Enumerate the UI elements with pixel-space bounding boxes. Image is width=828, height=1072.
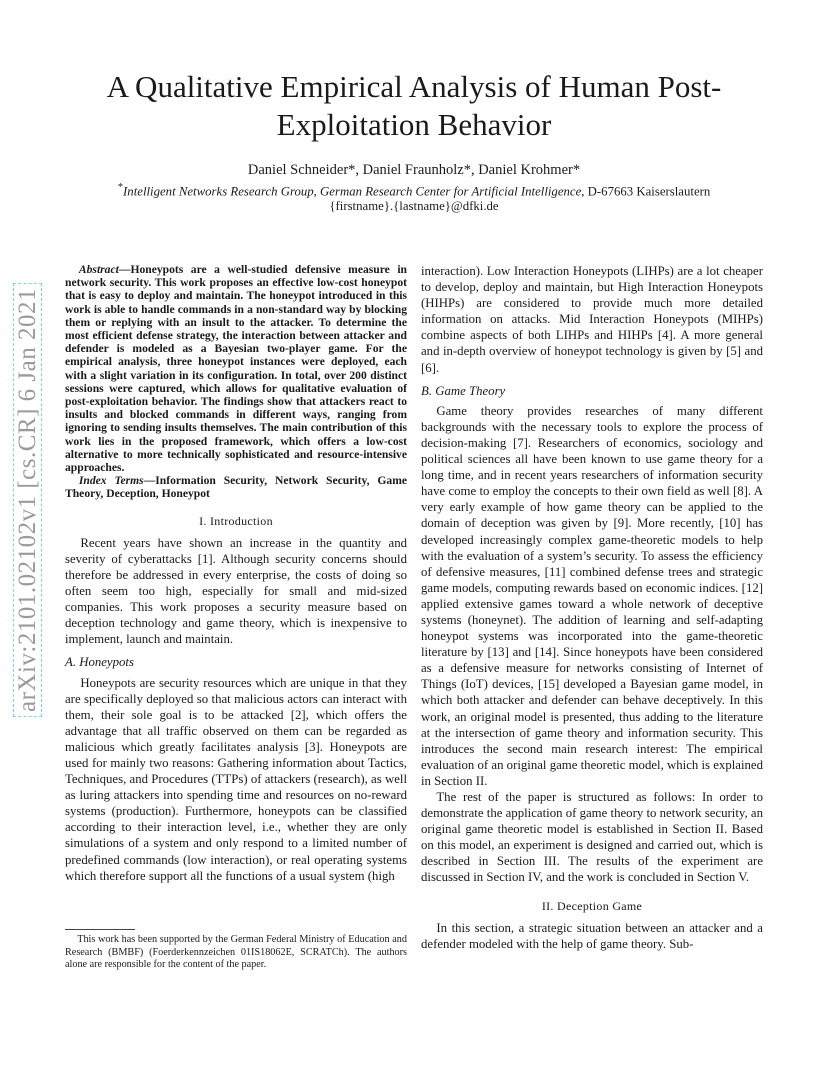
structure-paragraph: The rest of the paper is structured as follows: In order to demonstrate the application of game theory to network security, an original game theoretic model is established in Section II. Based on this model, an experiment is designed and carried out, which is described in Section III. The results of the experiment are discussed in Section IV, and the work is concluded in Section V. xyxy=(421,790,763,885)
author-list: Daniel Schneider*, Daniel Fraunholz*, Daniel Krohmer* xyxy=(247,162,581,178)
index-terms-text: —Information Security, Network Security, Game Theory, Deception, Honeypot xyxy=(65,474,407,501)
arxiv-identifier xyxy=(14,260,42,740)
subsection-heading-honeypots: A. Honeypots xyxy=(65,655,134,670)
index-terms-lead: Index Terms xyxy=(78,474,144,488)
deception-paragraph: In this section, a strategic situation between an attacker and a defender modeled with the help of game theory. Sub- xyxy=(421,920,763,951)
index-terms xyxy=(65,474,407,500)
paper-title: A Qualitative Empirical Analysis of Human Post-Exploitation Behavior xyxy=(106,69,722,142)
abstract-lead: Abstract xyxy=(78,263,119,276)
right-column xyxy=(421,263,763,952)
left-column xyxy=(65,263,407,884)
abstract-text: —Honeypots are a well-studied defensive measure in network security. This work proposes an effective low-cost honeypot that is easy to deploy and maintain. The honeypot introduced in this work is able to handle commands in a non-standard way by blocking them or replying with an insult to the attacker. To determine the most efficient defense strategy, the interaction between attacker and defender is modeled as a Bayesian two-player game. For the empirical analysis, three honeypot instances were deployed, each with a slight variation in its configuration. In total, over 200 distinct sessions were captured, which allows for qualitative evaluation of post-exploitation behavior. The findings show that attackers react to insults and blocked commands in different ways, ranging from ignoring to sending insults themselves. The main contribution of this work lies in the proposed framework, which offers a low-cost alternative to more technically sophisticated and resource-intensive approaches. xyxy=(65,263,407,475)
affiliation xyxy=(40,182,788,199)
game-theory-paragraph: Game theory provides researches of many different backgrounds with the necessary tools to explore the process of decision-making [7]. Researchers of economics, sociology and political sciences all have been known to use game theory for a long time, and in recent years researchers of information security have come to employ the concepts to their own field as well [8]. A very early example of how game theory can be applied to the domain of deception was given by [9]. More recently, [10] has developed increasingly complex game-theoretic models to help with the evaluation of a system’s security. To assess the efficiency of defensive measures, [11] combined defense trees and strategic game models, computing rewards based on economic indices. [12] applied extensive games toward a whole network of deceptive systems (honeynet). The addition of learning and self-adapting honeypot systems was incorporated into the game-theoretic literature by [13] and [14]. Since honeypots have been considered as a defensive measure for networks consisting of Internet of Things (IoT) devices, [15] developed a Bayesian game model, in which both attacker and defender can behave deceptively. In this work, an original model is presented, thus adding to the literature at the intersection of game theory and information security. This introduces the second main research interest: The empirical evaluation of an original game theoretic model, which is explained in Section II. xyxy=(421,403,763,788)
section-heading-deception-game: II. Deception Game xyxy=(541,898,643,913)
affiliation-mark: * xyxy=(117,182,124,193)
author-email: {firstname}.{lastname}@dfki.de xyxy=(329,199,499,213)
subsection-heading-game-theory: B. Game Theory xyxy=(421,383,506,398)
intro-paragraph: Recent years have shown an increase in the quantity and severity of cyberattacks [1]. Although security concerns should therefore be addressed in every enterprise, the costs of doing so often seem too high, especially for small and mid-sized companies. This work proposes a security measure based on deception technology and game theory, which is inexpensive to implement, launch and maintain. xyxy=(65,535,407,647)
honeypots-paragraph: Honeypots are security resources which are unique in that they are specifically deployed so that malicious actors can interact with them, their sole goal is to be attacked [2], which offers the advantage that all traffic observed on them can be regarded as malicious which greatly facilitates analysis [3]. Honeypots are used for mainly two reasons: Gathering information about Tactics, Techniques, and Procedures (TTPs) of attackers (research), as well as luring attackers into spending time and resources on no-reward systems (production). Furthermore, honeypots can be classified according to their interaction level, i.e., whether they are only simulations of a system and only respond to a limited number of predefined commands (low interaction), or real operating systems which therefore support all the functions of a usual system (high xyxy=(65,675,407,883)
footnote: This work has been supported by the German Federal Ministry of Education and Research (BMBF) (Foerderkennzeichen 01IS18062E, SCRATCh). The authors alone are responsible for the content of the paper. xyxy=(65,934,407,971)
affiliation-name: Intelligent Networks Research Group, German Research Center for Artificial Intelligence xyxy=(123,184,582,199)
footnote-rule xyxy=(65,929,135,930)
section-heading-introduction: I. Introduction xyxy=(199,513,273,528)
affiliation-location: , D-67663 Kaiserslautern xyxy=(581,184,711,199)
abstract xyxy=(65,263,407,474)
honeypots-paragraph-continued: interaction). Low Interaction Honeypots (LIHPs) are a lot cheaper to develop, deploy and maintain, but High Interaction Honeypots (HIHPs) are considered to provide much more detailed information on attacks. Mid Interaction Honeypots (MIHPs) combine aspects of both LIHPs and HIHPs [4]. A more general and in-depth overview of honeypot technology is given by [5] and [6]. xyxy=(421,264,763,375)
arxiv-id-text: arXiv:2101.02102v1 [cs.CR] 6 Jan 2021 xyxy=(13,283,42,717)
